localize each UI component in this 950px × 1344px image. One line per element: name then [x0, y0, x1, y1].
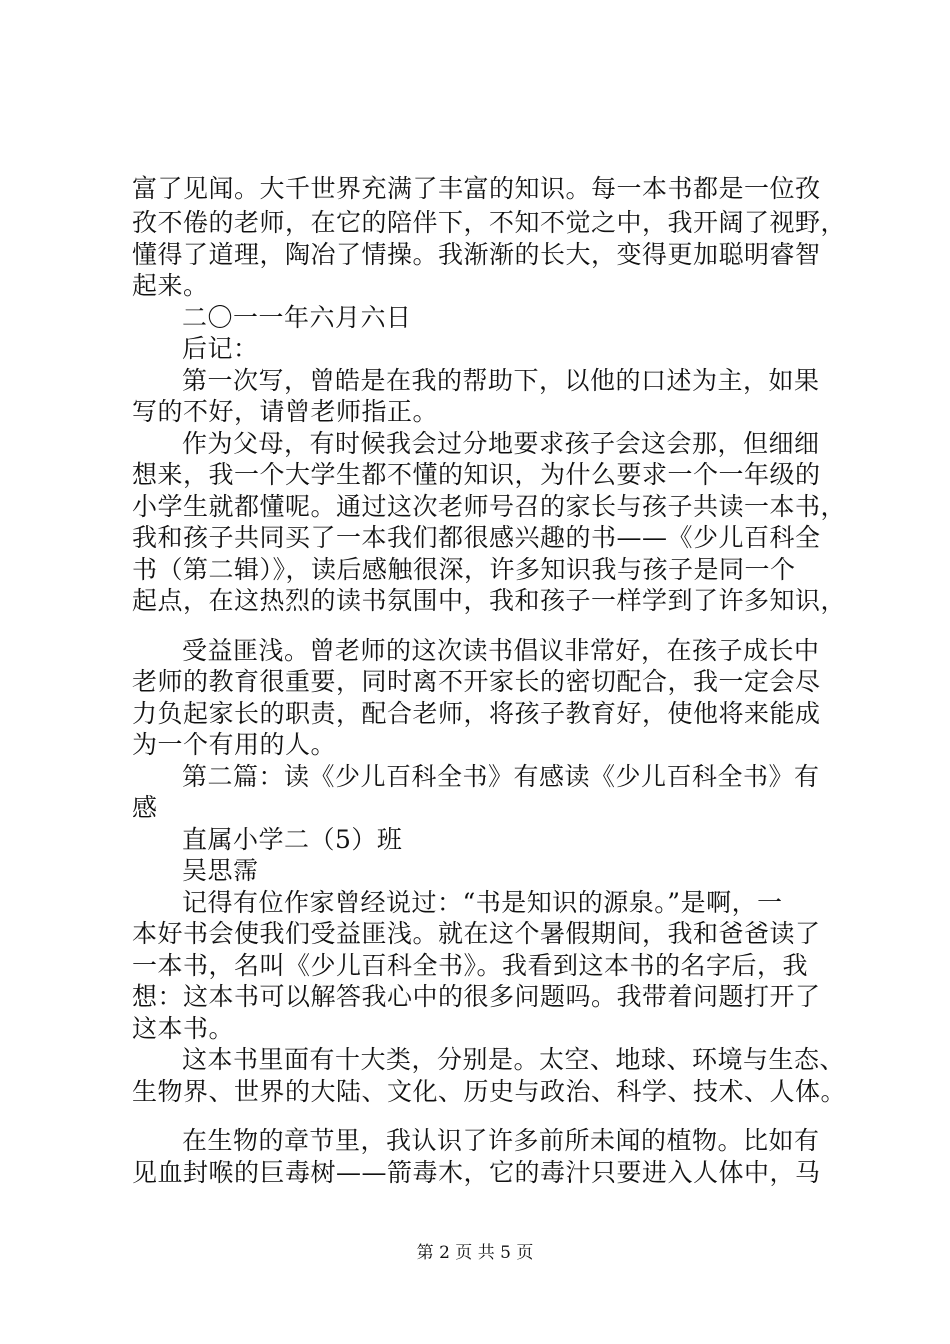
postscript-heading: 后记： [182, 334, 259, 363]
text-line: 我和孩子共同买了一本我们都很感兴趣的书——《少儿百科全 [132, 523, 821, 552]
text-line: 生物界、世界的大陆、文化、历史与政治、科学、技术、人体。 [132, 1077, 847, 1106]
text-line: 写的不好，请曾老师指正。 [132, 397, 439, 426]
text-line: 这本书里面有十大类，分别是。太空、地球、环境与生态、 [182, 1045, 846, 1074]
text-line: 记得有位作家曾经说过：“书是知识的源泉。”是啊，一 [182, 888, 783, 917]
author-line: 吴思霈 [182, 856, 259, 885]
text-line: 本好书会使我们受益匪浅。就在这个暑假期间，我和爸爸读了 [132, 919, 821, 948]
text-line: 孜不倦的老师，在它的陪伴下，不知不觉之中，我开阔了视野， [132, 208, 847, 237]
article-title: 第二篇：读《少儿百科全书》有感读《少儿百科全书》有 [182, 762, 820, 791]
text-line: 起点，在这热烈的读书氛围中，我和孩子一样学到了许多知识， [132, 586, 847, 615]
text-line: 小学生就都懂呢。通过这次老师号召的家长与孩子共读一本书， [132, 492, 847, 521]
text-line: 在生物的章节里，我认识了许多前所未闻的植物。比如有 [182, 1126, 820, 1155]
text-line: 富了见闻。大千世界充满了丰富的知识。每一本书都是一位孜 [132, 174, 821, 203]
text-line: 懂得了道理，陶冶了情操。我渐渐的长大，变得更加聪明睿智 [132, 240, 821, 269]
text-line: 起来。 [132, 271, 209, 300]
class-line: 直属小学二（5）班 [182, 825, 403, 854]
text-line: 一本书，名叫《少儿百科全书》。我看到这本书的名字后，我 [132, 951, 809, 980]
text-line: 老师的教育很重要，同时离不开家长的密切配合，我一定会尽 [132, 667, 821, 696]
text-line: 力负起家长的职责，配合老师，将孩子教育好，使他将来能成 [132, 699, 821, 728]
text-line: 想来，我一个大学生都不懂的知识，为什么要求一个一年级的 [132, 460, 821, 489]
text-line: 为一个有用的人。 [132, 730, 337, 759]
text-line: 作为父母，有时候我会过分地要求孩子会这会那，但细细 [182, 429, 820, 458]
text-line: 见血封喉的巨毒树——箭毒木，它的毒汁只要进入人体中，马 [132, 1158, 821, 1187]
article-title-cont: 感 [132, 793, 158, 822]
text-line: 想：这本书可以解答我心中的很多问题吗。我带着问题打开了 [132, 982, 821, 1011]
text-line: 这本书。 [132, 1014, 235, 1043]
text-line: 受益匪浅。曾老师的这次读书倡议非常好，在孩子成长中 [182, 636, 820, 665]
page-number-footer: 第 2 页 共 5 页 [416, 1243, 534, 1263]
text-line: 书（第二辑）》，读后感触很深，许多知识我与孩子是同一个 [132, 555, 796, 584]
date-line: 二〇一一年六月六日 [182, 303, 412, 332]
text-line: 第一次写，曾皓是在我的帮助下，以他的口述为主，如果 [182, 366, 820, 395]
